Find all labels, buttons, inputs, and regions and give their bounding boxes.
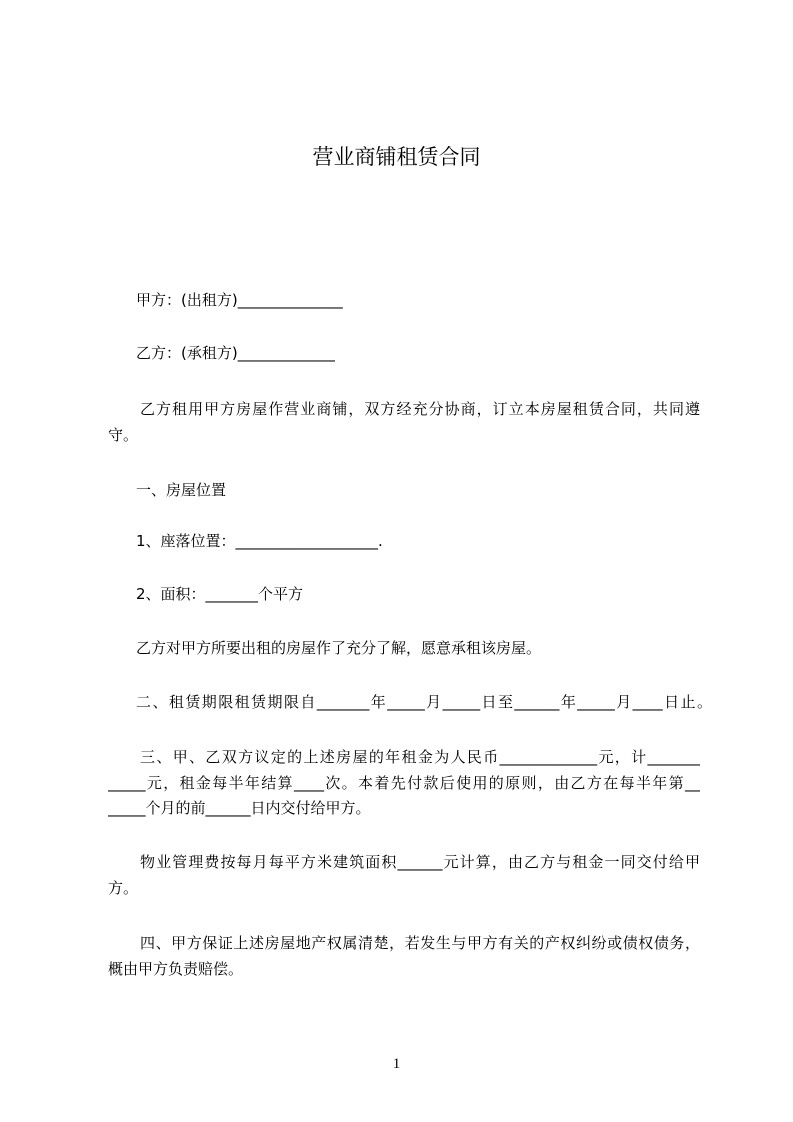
section-2-line: 二、租赁期限租赁期限自_______年_____月_____日至______年_____月____日止。 [136, 693, 712, 711]
section-4-line-1: 四、甲方保证上述房屋地产权属清楚，若发生与甲方有关的产权纠纷或债权债务， [140, 934, 700, 952]
party-b-line: 乙方：(承租方)_____________ [136, 344, 336, 362]
section-3-line-1: 三、甲、乙双方议定的上述房屋的年租金为人民币_____________元，计_______ [140, 748, 700, 766]
page-number: 1 [392, 1056, 401, 1072]
location-line: 1、座落位置：___________________. [136, 532, 383, 550]
section-3-line-3: _____个月的前______日内交付给甲方。 [108, 799, 371, 817]
section-4-line-2: 概由甲方负责赔偿。 [108, 960, 244, 978]
property-fee-line-2: 方。 [108, 879, 139, 897]
document-title: 营业商铺租赁合同 [312, 145, 481, 169]
property-fee-line-1: 物业管理费按每月每平方米建筑面积______元计算，由乙方与租金一同交付给甲 [140, 853, 700, 871]
intro-line-1: 乙方租用甲方房屋作营业商铺，双方经充分协商，订立本房屋租赁合同，共同遵 [140, 400, 700, 418]
section-1-heading: 一、房屋位置 [136, 481, 227, 499]
intro-line-2: 守。 [108, 426, 139, 444]
area-line: 2、面积：_______个平方 [136, 585, 304, 603]
party-a-line: 甲方：(出租方)______________ [136, 291, 343, 309]
understanding-line: 乙方对甲方所要出租的房屋作了充分了解，愿意承租该房屋。 [136, 639, 542, 657]
section-3-line-2: _____元，租金每半年结算____次。本着先付款后使用的原则，由乙方在每半年第__ [108, 774, 700, 792]
